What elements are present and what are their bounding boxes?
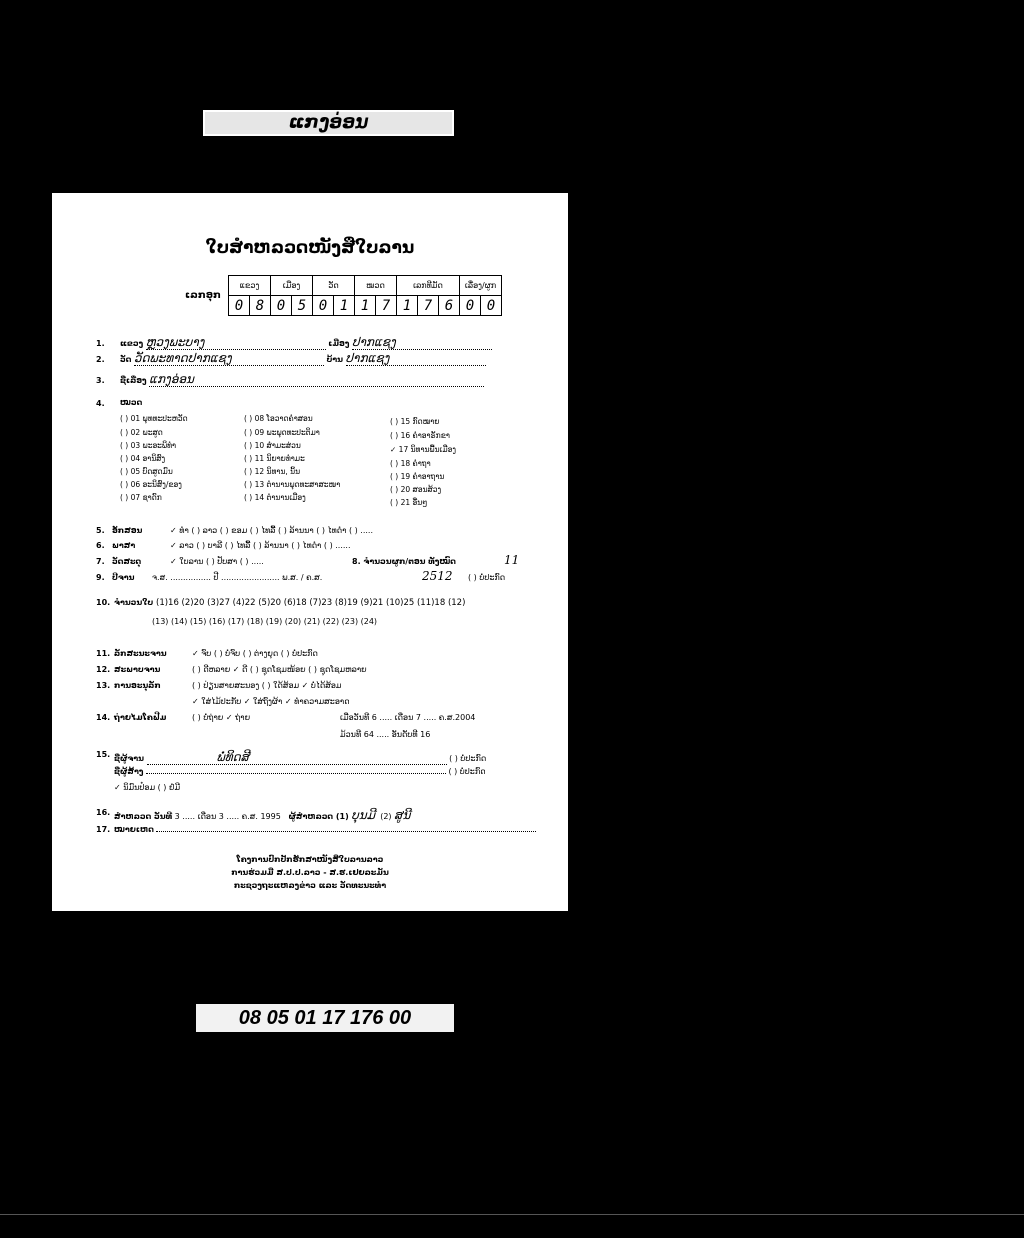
code-header: ເມືອງ (271, 276, 313, 296)
q3-row (120, 372, 484, 387)
code-digit-row (229, 296, 502, 316)
category-option: ( ) 02 ພະສູດ (120, 428, 163, 437)
category-option: ( ) 08 ໂອວາດຄຳສອນ (244, 414, 313, 423)
code-header: ວັດ (313, 276, 355, 296)
code-header-row (229, 276, 502, 296)
q14-number: 14. (96, 713, 111, 722)
q15b-not-shown: ( ) ບໍ່ປະກົດ (448, 767, 486, 776)
scan-divider (0, 1214, 1024, 1215)
category-option: ( ) 06 ອະນິສົງ/ຂອງ (120, 480, 182, 489)
q9-not-shown: ( ) ບໍ່ປະກົດ (468, 573, 506, 582)
q9-label: ປີຈານ (112, 573, 135, 582)
q10-number: 10. (96, 598, 111, 607)
q15-row (114, 750, 486, 765)
q7-label: ວັດສະດຸ (112, 557, 142, 566)
form-title: ໃບສຳຫລວດໜັງສືໃບລານ (205, 238, 415, 258)
category-option: ( ) 19 ຄຳອາຖານ (390, 472, 445, 481)
q5-label: ອັກສອນ (112, 526, 143, 535)
code-digit: 5 (292, 296, 313, 316)
category-option: ( ) 10 ສຳມະສ່ວນ (244, 441, 301, 450)
microfilm-date: ເມື່ອວັນທີ 6 ..... ເດືອນ 7 ..... ຄ.ສ.2004 (340, 713, 476, 722)
q10-label: ຈຳນວນໃບ (114, 598, 154, 607)
surveyor-2: ສູນີ (394, 808, 411, 822)
category-option: ( ) 05 ບົດສູດມົນ (120, 467, 173, 476)
q11-number: 11. (96, 649, 111, 658)
code-table (228, 275, 502, 316)
q2-number: 2. (96, 355, 105, 364)
category-option: ( ) 01 ພຸທທະປະຫວັດ (120, 414, 188, 423)
script-options: ✓ ທຳ ( ) ລາວ ( ) ຂອມ ( ) ໄທລື້ ( ) ລ້ານນາ ( ) ໄທດຳ ( ) ..... (170, 526, 374, 535)
code-label: ເລກອຸກ (185, 290, 221, 301)
q1-number: 1. (96, 339, 105, 348)
code-header: ໝວດ (355, 276, 397, 296)
q15b-label: ຊື່ຜູ້ສ້າງ (114, 767, 144, 776)
q15-not-shown: ( ) ບໍ່ປະກົດ (449, 754, 487, 763)
title-value: ແກງອ່ອນ (149, 372, 194, 386)
temple-value: ວັດພະທາດປາກແຊງ (133, 351, 232, 365)
category-option: ( ) 03 ພະອະພິທຳ (120, 441, 177, 450)
microfilm-options: ( ) ບໍ່ຖ່າຍ ✓ ຖ່າຍ (192, 713, 251, 722)
category-option: ( ) 12 ນິທານ, ນິ້ນ (244, 467, 301, 476)
bundle-count: 11 (504, 553, 520, 567)
category-option: ( ) 07 ຊາດົກ (120, 493, 162, 502)
code-digit: 0 (229, 296, 250, 316)
code-digit: 1 (334, 296, 355, 316)
leaf-counts-row1: (1)16 (2)20 (3)27 (4)22 (5)20 (6)18 (7)23 (8)19 (9)21 (10)25 (11)18 (12) (156, 598, 466, 608)
q4-label: ໝວດ (120, 398, 143, 407)
code-header: ແຂວງ (229, 276, 271, 296)
footer-line: ກະຊວງຖະແຫລງຂ່າວ ແລະ ວັດທະນະທຳ (233, 881, 387, 890)
conservation-options: ( ) ປ່ຽນສາຍສະນອງ ( ) ໃດ້ສ້ອມ ✓ ບໍ່ໄດ້ສ້ອມ (192, 681, 342, 690)
q11-label: ລັກສະນະຈານ (114, 649, 167, 658)
category-option: ( ) 20 ສອນສ້ວງ (390, 485, 442, 494)
code-digit: 1 (397, 296, 418, 316)
category-option: ( ) 15 ກົດໝາຍ (390, 417, 440, 426)
code-header: ເລື່ອງ/ຜູກ (460, 276, 502, 296)
category-option: ( ) 21 ອື່ນໆ (390, 498, 428, 507)
q12-number: 12. (96, 665, 111, 674)
q15b-row (114, 767, 486, 776)
q16-number: 16. (96, 808, 111, 817)
category-option: ( ) 13 ຕຳນານພຸດທະສາສະໜາ (244, 480, 341, 489)
district-value: ປາກແຊງ (351, 335, 396, 349)
manuscript-code-label: 08 05 01 17 176 00 (196, 1004, 454, 1032)
q1-label: ແຂວງ (120, 339, 144, 348)
surveyor-1: ບຸນມີ (351, 808, 376, 822)
q6-label: ພາສາ (112, 541, 136, 550)
code-digit: 8 (250, 296, 271, 316)
q2-row (120, 351, 486, 366)
code-digit: 7 (376, 296, 397, 316)
code-digit: 0 (460, 296, 481, 316)
code-digit: 0 (271, 296, 292, 316)
q8-label: 8. ຈຳນວນຜູກ/ຕອນ ທັງໝົດ (352, 557, 456, 566)
q15-number: 15. (96, 750, 111, 759)
completeness-options: ✓ ຈົບ ( ) ບໍ່ຈົບ ( ) ຕ່າງຍຸດ ( ) ບໍ່ປະກົດ (192, 649, 318, 658)
leaf-counts-row2: (13) (14) (15) (16) (17) (18) (19) (20) (21) (22) (23) (24) (152, 617, 378, 626)
code-digit: 6 (439, 296, 460, 316)
q17-number: 17. (96, 825, 111, 834)
footer-line: ການຮ່ວມມື ສ.ປ.ປ.ລາວ - ສ.ຮ.ເຢຍລະມັນ (231, 868, 389, 877)
q4-number: 4. (96, 399, 105, 408)
q16-label: ສຳຫລວດ ວັນທີ (114, 812, 173, 821)
q1-label2: ເມືອງ (328, 339, 350, 348)
category-option: ( ) 18 ຄຳຖາ (390, 459, 431, 468)
survey-date: 3 ..... ເດືອນ 3 ..... ຄ.ສ. 1995 (174, 812, 281, 821)
q12-label: ສະພາບຈານ (114, 665, 161, 674)
material-options: ✓ ໃບລານ ( ) ປັບສາ ( ) ..... (170, 557, 264, 566)
code-digit: 0 (313, 296, 334, 316)
form-footer (52, 853, 568, 892)
q3-label: ຊື່ເລື່ອງ (120, 376, 147, 385)
q13-label: ການອະນຸລັກ (114, 681, 161, 690)
category-option: ( ) 16 ຄຳອາຣັກຂາ (390, 431, 450, 440)
q5-number: 5. (96, 526, 105, 535)
category-option: ( ) 09 ພະພຸດທະປະຕິມາ (244, 428, 320, 437)
donor-options: ✓ ນິມົນປ໋ອມ ( ) ຢໍ່ມີ (114, 783, 181, 792)
document-title-label: ແກງອ່ອນ (203, 110, 454, 136)
footer-line: ໂຄງການປົກປັກຮັກສາໜັງສືໃບລານລາວ (236, 855, 384, 864)
q6-number: 6. (96, 541, 105, 550)
language-options: ✓ ລາວ ( ) ບາລີ ( ) ໄທລື້ ( ) ລ້ານນາ ( ) ໄທດຳ ( ) ...... (170, 541, 351, 550)
category-option-selected: ✓ 17 ນິທານພື້ນເມືອງ (390, 445, 456, 454)
survey-form (52, 193, 568, 911)
q2-label: ວັດ (120, 355, 132, 364)
province-value: ຫຼວງພະບາງ (145, 335, 205, 349)
scribe-value: ພໍ່ທິດສີ (216, 750, 250, 764)
category-option: ( ) 04 ອານິສົງ (120, 454, 166, 463)
q14-label: ຖ່າຍໄມໂຄຟີມ (114, 713, 167, 722)
surveyor-2-label: (2) (380, 812, 392, 821)
q3-number: 3. (96, 376, 105, 385)
q7-number: 7. (96, 557, 105, 566)
code-digit: 1 (355, 296, 376, 316)
category-option: ( ) 14 ຕຳນານເມືອງ (244, 493, 306, 502)
code-digit: 0 (481, 296, 502, 316)
q17-label: ໝາຍເຫດ (114, 825, 154, 834)
q13-number: 13. (96, 681, 111, 690)
microfilm-reel: ມ້ວນທີ 64 ..... ອັນດັບທີ 16 (340, 730, 431, 739)
code-header: ເລກທີມັດ (397, 276, 460, 296)
q15-label: ຊື່ຜູ້ຈານ (114, 754, 144, 763)
q16-row (114, 808, 410, 822)
year-value: 2512 (422, 569, 453, 583)
q17-row (114, 825, 536, 834)
condition-options: ( ) ດີຫລາຍ ✓ ດີ ( ) ຊຸດໂຊມໜ້ອຍ ( ) ຊຸດໂຊມຫລາຍ (192, 665, 367, 674)
code-digit: 7 (418, 296, 439, 316)
q1-row (120, 335, 492, 350)
surveyor-label: ຜູ້ສຳຫລວດ (1) (288, 812, 349, 821)
date-fields: ຈ.ສ. ................ ປີ ....................... ພ.ສ. / ຄ.ສ. (152, 573, 323, 582)
conservation-options-2: ✓ ໃສ່ໄມ້ປະກັບ ✓ ໃສ່ຖົງຜ້າ ✓ ທຳຄວາມສະອາດ (192, 697, 350, 706)
q2-label2: ບ້ານ (326, 355, 343, 364)
category-option: ( ) 11 ນິຍາຍທຳມະ (244, 454, 305, 463)
village-value: ປາກແຊງ (345, 351, 390, 365)
q9-number: 9. (96, 573, 105, 582)
